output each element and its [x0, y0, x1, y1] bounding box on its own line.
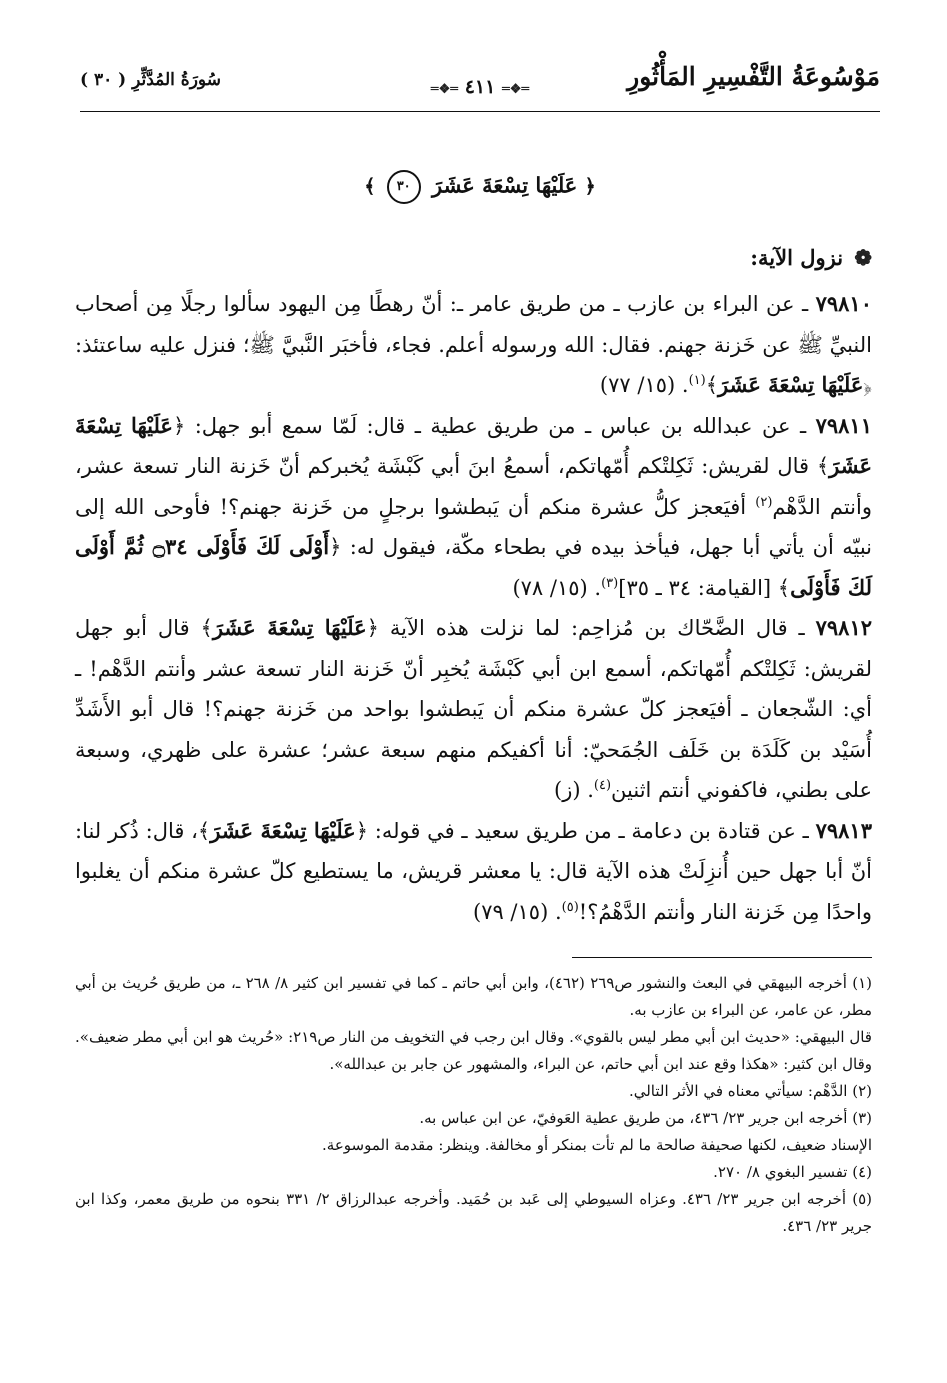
volume-reference: . (١٥/ ٧٨) [512, 575, 602, 600]
footnote: (٣) أخرجه ابن جرير ٢٣/ ٤٣٦، من طريق عطية العَوفيّ، عن ابن عباس به. [419, 1109, 872, 1127]
entry [75, 811, 872, 933]
quran-bracket-icon: ﴿ [584, 175, 596, 198]
header-divider [80, 111, 880, 112]
section-heading [750, 245, 872, 270]
section-title: نزول الآية: [750, 245, 844, 270]
entry [75, 406, 872, 609]
ornament-icon: ═❖═ [430, 82, 459, 97]
quran-quote: أَوْلَى لَكَ فَأَوْلَى ۝٣٤ ثُمَّ أَوْلَى لَكَ فَأَوْلَى [75, 534, 872, 600]
entry-text: ﴾ قال أبو جهل لقريش: ثَكِلتْكم أُمّهاتكم، أسمع ابن أبي كَبْشَة يُخبِر أنّ خَزنة النار تسعة عشر وأنتم الدَّهْم! ـ أي: الشّجعان ـ أفيَعجز كلّ عشرة منكم أن يَبطشوا بواحد من خَزنة جهنم؟! قال أبو الأَشَدِّ أُسَيْد بن كَلَدَة بن خَلَف الجُمَحيّ: أنا أكفيكم منهم سبعة عشر؛ عشرة على ظهري، وسبعة على بطني، فاكفوني أنتم اثنين [75, 616, 872, 802]
footnote: الإسناد ضعيف، لكنها صحيفة صالحة ما لم تأت بمنكر أو مخالفة. وينظر: مقدمة الموسوعة. [322, 1136, 872, 1154]
entry-text: ـ عن عبدالله بن عباس ـ من طريق عطية ـ قال: لَمّا سمع أبو جهل: ﴿ [172, 413, 807, 438]
footnote: (٤) تفسير البغوي ٨/ ٢٧٠. [713, 1163, 872, 1181]
page-number: ٤١١ [464, 76, 496, 98]
flower-ornament-icon: ❁ [854, 245, 872, 270]
verse-text: عَلَيْهَا تِسْعَةَ عَشَرَ [431, 172, 578, 198]
entry [75, 284, 872, 406]
quran-quote: عَلَيْهَا تِسْعَةَ عَشَرَ [718, 372, 864, 397]
entry-number: ٧٩٨١٠ [815, 291, 872, 316]
footnote-marker: (٤) [593, 778, 612, 793]
verse-heading [80, 170, 880, 204]
ornament-icon: ═❖═ [501, 82, 530, 97]
entry-text: ـ عن البراء بن عازب ـ من طريق عامر ـ: أنّ رهطًا مِن اليهود سألوا رجلًا مِن أصحاب النبيِّ ﷺ عن خَزنة جهنم. فقال: الله ورسوله أعلم. فجاء، فأخبَر النَّبيَّ ﷺ؛ فنزل عليه ساعتئذ: ﴿ [75, 292, 872, 397]
entry-text: ﴾، قال: ذُكر لنا: أنّ أبا جهل حين أُنزِلَتْ هذه الآية قال: يا معشر قريش، ما يستطيع كلّ عشرة منكم أن يغلبوا واحدًا مِن خَزنة النار وأنتم الدَّهْمُ؟! [75, 818, 872, 924]
footnote-marker: (٥) [561, 899, 579, 915]
entry-number: ٧٩٨١١ [815, 412, 872, 438]
footnote-marker: (٢) [755, 494, 773, 510]
entry-text: ﴾ قال لقريش: ثَكِلتْكم أُمّهاتكم، أسمعُ ابنَ أبي كَبْشَة يُخبركم أنّ خَزنة النار تسعة عشر، وأنتم الدَّهْم [75, 454, 872, 519]
quran-quote: عَلَيْهَا تِسْعَةَ عَشَرَ [210, 817, 356, 843]
footnote: قال البيهقي: «حديث ابن أبي مطر ليس بالقوي». وقال ابن رجب في التخويف من النار ص٢١٩: «حُريث هو ابن أبي مطر ضعيف». وقال ابن كثير: «هكذا وقع عند ابن أبي حاتم، عن البراء، والمشهور عن جابر بن عبدالله». [75, 1028, 872, 1073]
entry-text: ـ قال الضَّحّاك بن مُزاحِم: لما نزلت هذه الآية ﴿ [366, 616, 805, 640]
volume-reference: . (١٥/ ٧٩) [472, 899, 562, 924]
book-title: مَوْسُوعَةُ التَّفْسِيرِ المَأْثُورِ [627, 62, 880, 91]
entry-text: أفيَعجز كلُّ عشرة منكم أن يَبطشوا برجلٍ من خَزنة جهنم؟! فأوحى الله إلى نبيّه أن يأتي أبا جهل، فيأخذ بيده في بطحاء مكّة، فيقول له: ﴿ [75, 494, 873, 559]
footnote: (١) أخرجه البيهقي في البعث والنشور ص٢٦٩ (٤٦٢)، وابن أبي حاتم ـ كما في تفسير ابن كثير ٨/ ٢٦٨ ـ، من طريق حُريث بن أبي مطر، عن عامر، عن البراء بن عازب به. [75, 974, 872, 1019]
footnote: (٢) الدَّهْم: سيأتي معناه في الأثر التالي. [628, 1082, 872, 1100]
footnote-divider [572, 957, 872, 958]
footnote-marker: (١) [688, 373, 706, 388]
page-number-group [400, 76, 560, 98]
entry-number: ٧٩٨١٢ [815, 615, 873, 640]
surah-label: سُورَةُ المُدَّثِّرِ ( ٣٠ ) [80, 70, 221, 90]
page-header [80, 60, 880, 110]
volume-reference: . (ز) [554, 778, 594, 802]
quran-quote: عَلَيْهَا تِسْعَةَ عَشَرَ [212, 615, 367, 640]
footnote: (٥) أخرجه ابن جرير ٢٣/ ٤٣٦. وعزاه السيوطي إلى عَبد بن حُمَيد. وأخرجه عبدالرزاق ٢/ ٣٣١ بنحوه من طريق معمر، وكذا ابن جرير ٢٣/ ٤٣٦. [75, 1190, 873, 1235]
entry-text: ـ عن قتادة بن دعامة ـ من طريق سعيد ـ في قوله: ﴿ [355, 818, 809, 843]
ayah-number: ٣٠ [387, 170, 421, 204]
entry-number: ٧٩٨١٣ [815, 817, 872, 843]
footnotes [75, 970, 872, 1240]
entry-text: ﴾ [705, 373, 719, 397]
quran-bracket-icon: ﴾ [364, 175, 376, 198]
entry [75, 608, 872, 811]
quran-quote: عَلَيْهَا تِسْعَةَ عَشَرَ [75, 412, 872, 478]
footnote-marker: (٣) [601, 575, 619, 591]
volume-reference: . (١٥/ ٧٧) [599, 373, 689, 397]
main-text [75, 284, 872, 932]
entry-text: ﴾ [القيامة: ٣٤ ـ ٣٥] [618, 575, 791, 600]
